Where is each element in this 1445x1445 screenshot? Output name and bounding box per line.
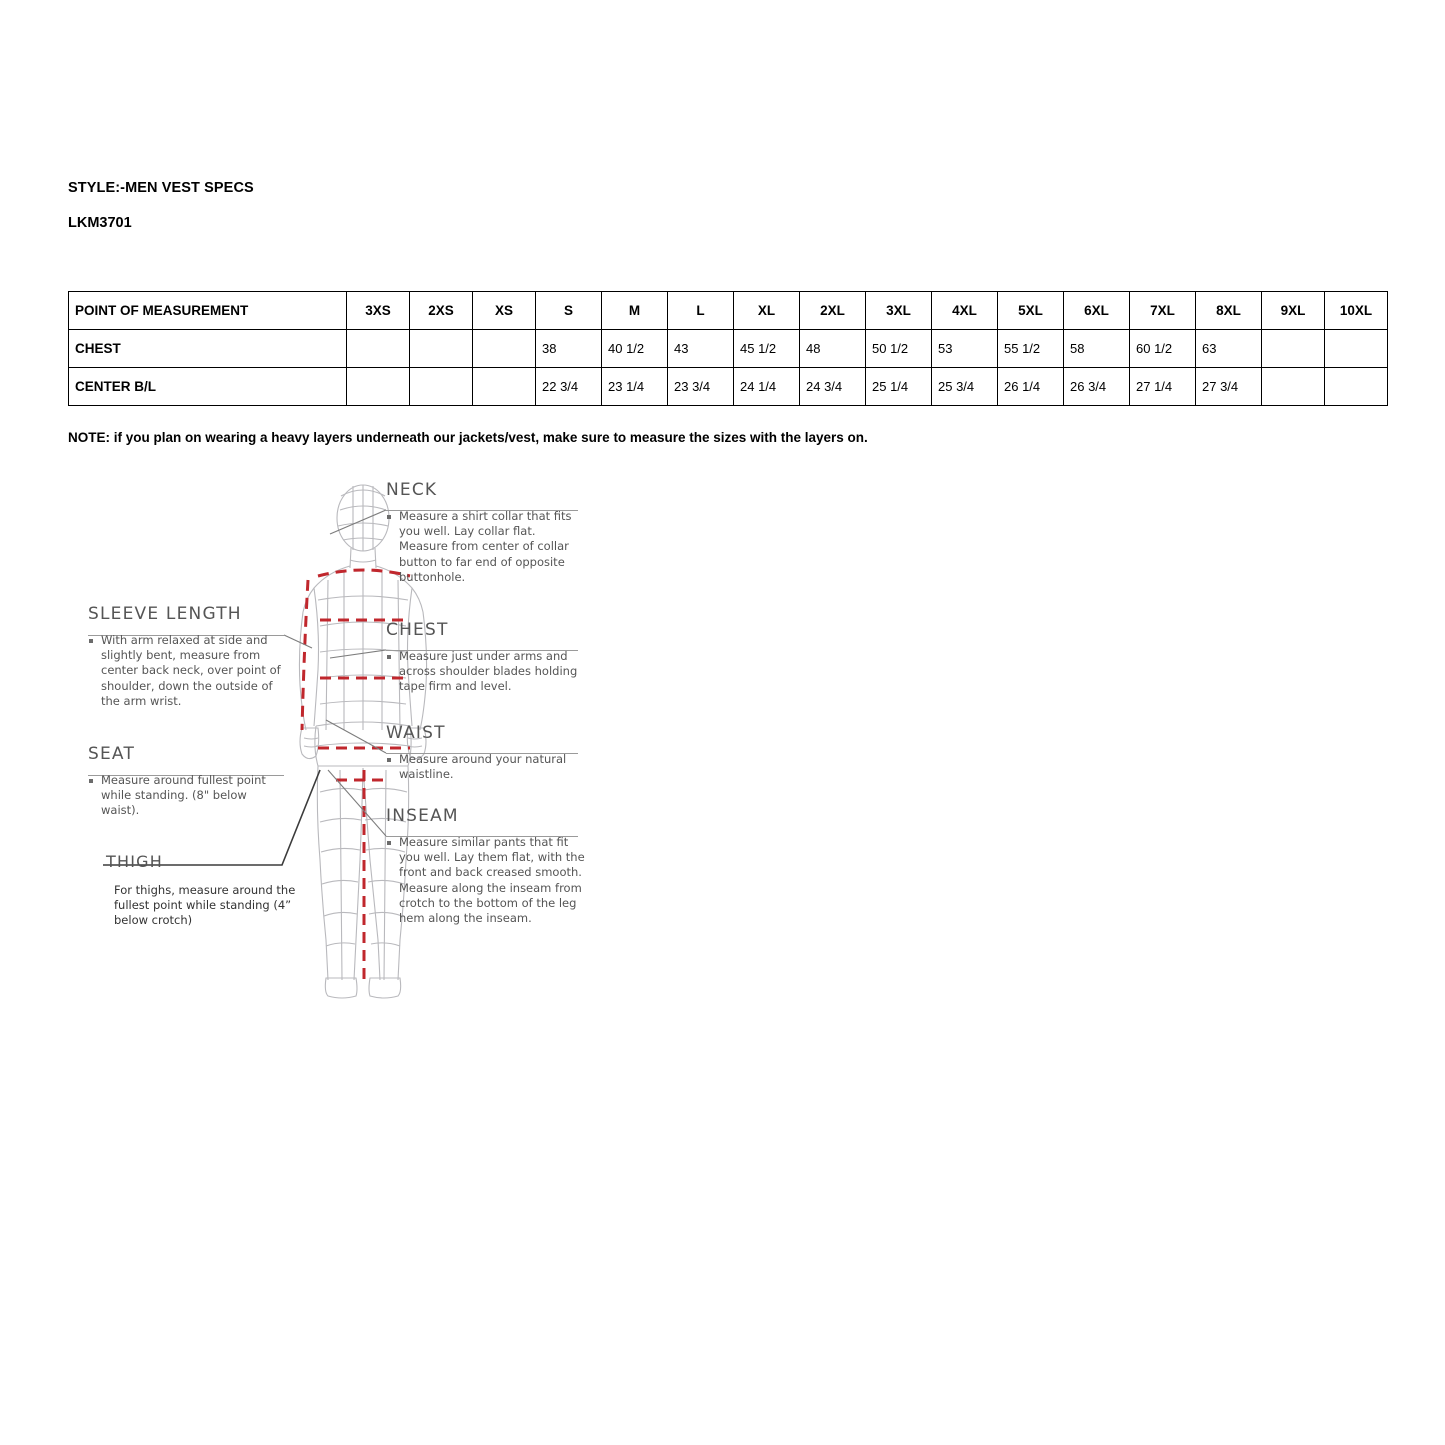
cell-chest-10xl — [1325, 330, 1388, 368]
cell-chest-5xl: 55 1/2 — [998, 330, 1064, 368]
size-spec-table — [68, 291, 1388, 406]
cell-chest-m: 40 1/2 — [602, 330, 668, 368]
callout-text-chest: Measure just under arms and across shoulder blades holding tape firm and level. — [386, 649, 586, 695]
callout-title-seat: SEAT — [88, 744, 136, 764]
cell-centerbl-9xl — [1262, 368, 1325, 406]
cell-chest-2xs — [410, 330, 473, 368]
cell-centerbl-l: 23 3/4 — [668, 368, 734, 406]
cell-chest-3xs — [347, 330, 410, 368]
page-title: STYLE:-MEN VEST SPECS — [68, 180, 254, 196]
callout-text-inseam: Measure similar pants that fit you well. Lay them flat, with the front and back creased smooth. Measure along the inseam from crotch to the bottom of the leg hem along the inseam. — [386, 835, 586, 926]
cell-centerbl-4xl: 25 3/4 — [932, 368, 998, 406]
cell-centerbl-xl: 24 1/4 — [734, 368, 800, 406]
cell-centerbl-7xl: 27 1/4 — [1130, 368, 1196, 406]
cell-chest-9xl — [1262, 330, 1325, 368]
column-header-size-3xs: 3XS — [347, 292, 410, 330]
column-header-size-7xl: 7XL — [1130, 292, 1196, 330]
callout-waist — [386, 723, 586, 782]
column-header-size-9xl: 9XL — [1262, 292, 1325, 330]
cell-centerbl-xs — [473, 368, 536, 406]
column-header-point-of-measurement: POINT OF MEASUREMENT — [69, 292, 347, 330]
measurement-note: NOTE: if you plan on wearing a heavy layers underneath our jackets/vest, make sure to measure the sizes with the layers on. — [68, 430, 868, 445]
column-header-size-s: S — [536, 292, 602, 330]
callout-text-neck: Measure a shirt collar that fits you well. Lay collar flat. Measure from center of collar button to far end of opposite buttonhole. — [386, 509, 586, 585]
cell-centerbl-5xl: 26 1/4 — [998, 368, 1064, 406]
cell-centerbl-3xl: 25 1/4 — [866, 368, 932, 406]
callout-title-inseam: INSEAM — [386, 806, 459, 826]
cell-chest-4xl: 53 — [932, 330, 998, 368]
callout-seat — [88, 744, 286, 819]
column-header-size-10xl: 10XL — [1325, 292, 1388, 330]
callout-title-sleeve-length: SLEEVE LENGTH — [88, 604, 242, 624]
callout-text-seat: Measure around fullest point while standing. (8" below waist). — [88, 773, 286, 819]
callout-title-waist: WAIST — [386, 723, 446, 743]
cell-chest-l: 43 — [668, 330, 734, 368]
measurement-guide-figure — [68, 470, 638, 1015]
cell-chest-8xl: 63 — [1196, 330, 1262, 368]
callout-title-neck: NECK — [386, 480, 438, 500]
cell-chest-3xl: 50 1/2 — [866, 330, 932, 368]
cell-centerbl-s: 22 3/4 — [536, 368, 602, 406]
cell-centerbl-8xl: 27 3/4 — [1196, 368, 1262, 406]
column-header-size-l: L — [668, 292, 734, 330]
callout-chest — [386, 620, 586, 695]
table-row — [69, 368, 1388, 406]
table-row — [69, 330, 1388, 368]
cell-chest-s: 38 — [536, 330, 602, 368]
column-header-size-2xs: 2XS — [410, 292, 473, 330]
row-label-center-bl: CENTER B/L — [69, 368, 347, 406]
cell-centerbl-3xs — [347, 368, 410, 406]
column-header-size-6xl: 6XL — [1064, 292, 1130, 330]
callout-title-chest: CHEST — [386, 620, 449, 640]
callout-inseam — [386, 806, 586, 926]
cell-chest-xs — [473, 330, 536, 368]
table-header-row — [69, 292, 1388, 330]
cell-chest-xl: 45 1/2 — [734, 330, 800, 368]
callout-text-sleeve-length: With arm relaxed at side and slightly bent, measure from center back neck, over point of shoulder, down the outside of the arm wrist. — [88, 633, 286, 709]
callout-neck — [386, 480, 586, 585]
column-header-size-3xl: 3XL — [866, 292, 932, 330]
cell-centerbl-6xl: 26 3/4 — [1064, 368, 1130, 406]
callout-text-thigh: For thighs, measure around the fullest point while standing (4” below crotch) — [114, 883, 296, 928]
column-header-size-2xl: 2XL — [800, 292, 866, 330]
cell-chest-6xl: 58 — [1064, 330, 1130, 368]
column-header-size-5xl: 5XL — [998, 292, 1064, 330]
cell-chest-7xl: 60 1/2 — [1130, 330, 1196, 368]
callout-sleeve-length — [88, 604, 286, 709]
cell-centerbl-2xs — [410, 368, 473, 406]
column-header-size-xl: XL — [734, 292, 800, 330]
callout-thigh — [106, 852, 306, 929]
style-code: LKM3701 — [68, 215, 132, 231]
cell-centerbl-2xl: 24 3/4 — [800, 368, 866, 406]
callout-text-waist: Measure around your natural waistline. — [386, 752, 586, 782]
column-header-size-m: M — [602, 292, 668, 330]
column-header-size-8xl: 8XL — [1196, 292, 1262, 330]
callout-title-thigh: THIGH — [106, 852, 163, 871]
cell-centerbl-m: 23 1/4 — [602, 368, 668, 406]
cell-chest-2xl: 48 — [800, 330, 866, 368]
cell-centerbl-10xl — [1325, 368, 1388, 406]
row-label-chest: CHEST — [69, 330, 347, 368]
column-header-size-xs: XS — [473, 292, 536, 330]
column-header-size-4xl: 4XL — [932, 292, 998, 330]
